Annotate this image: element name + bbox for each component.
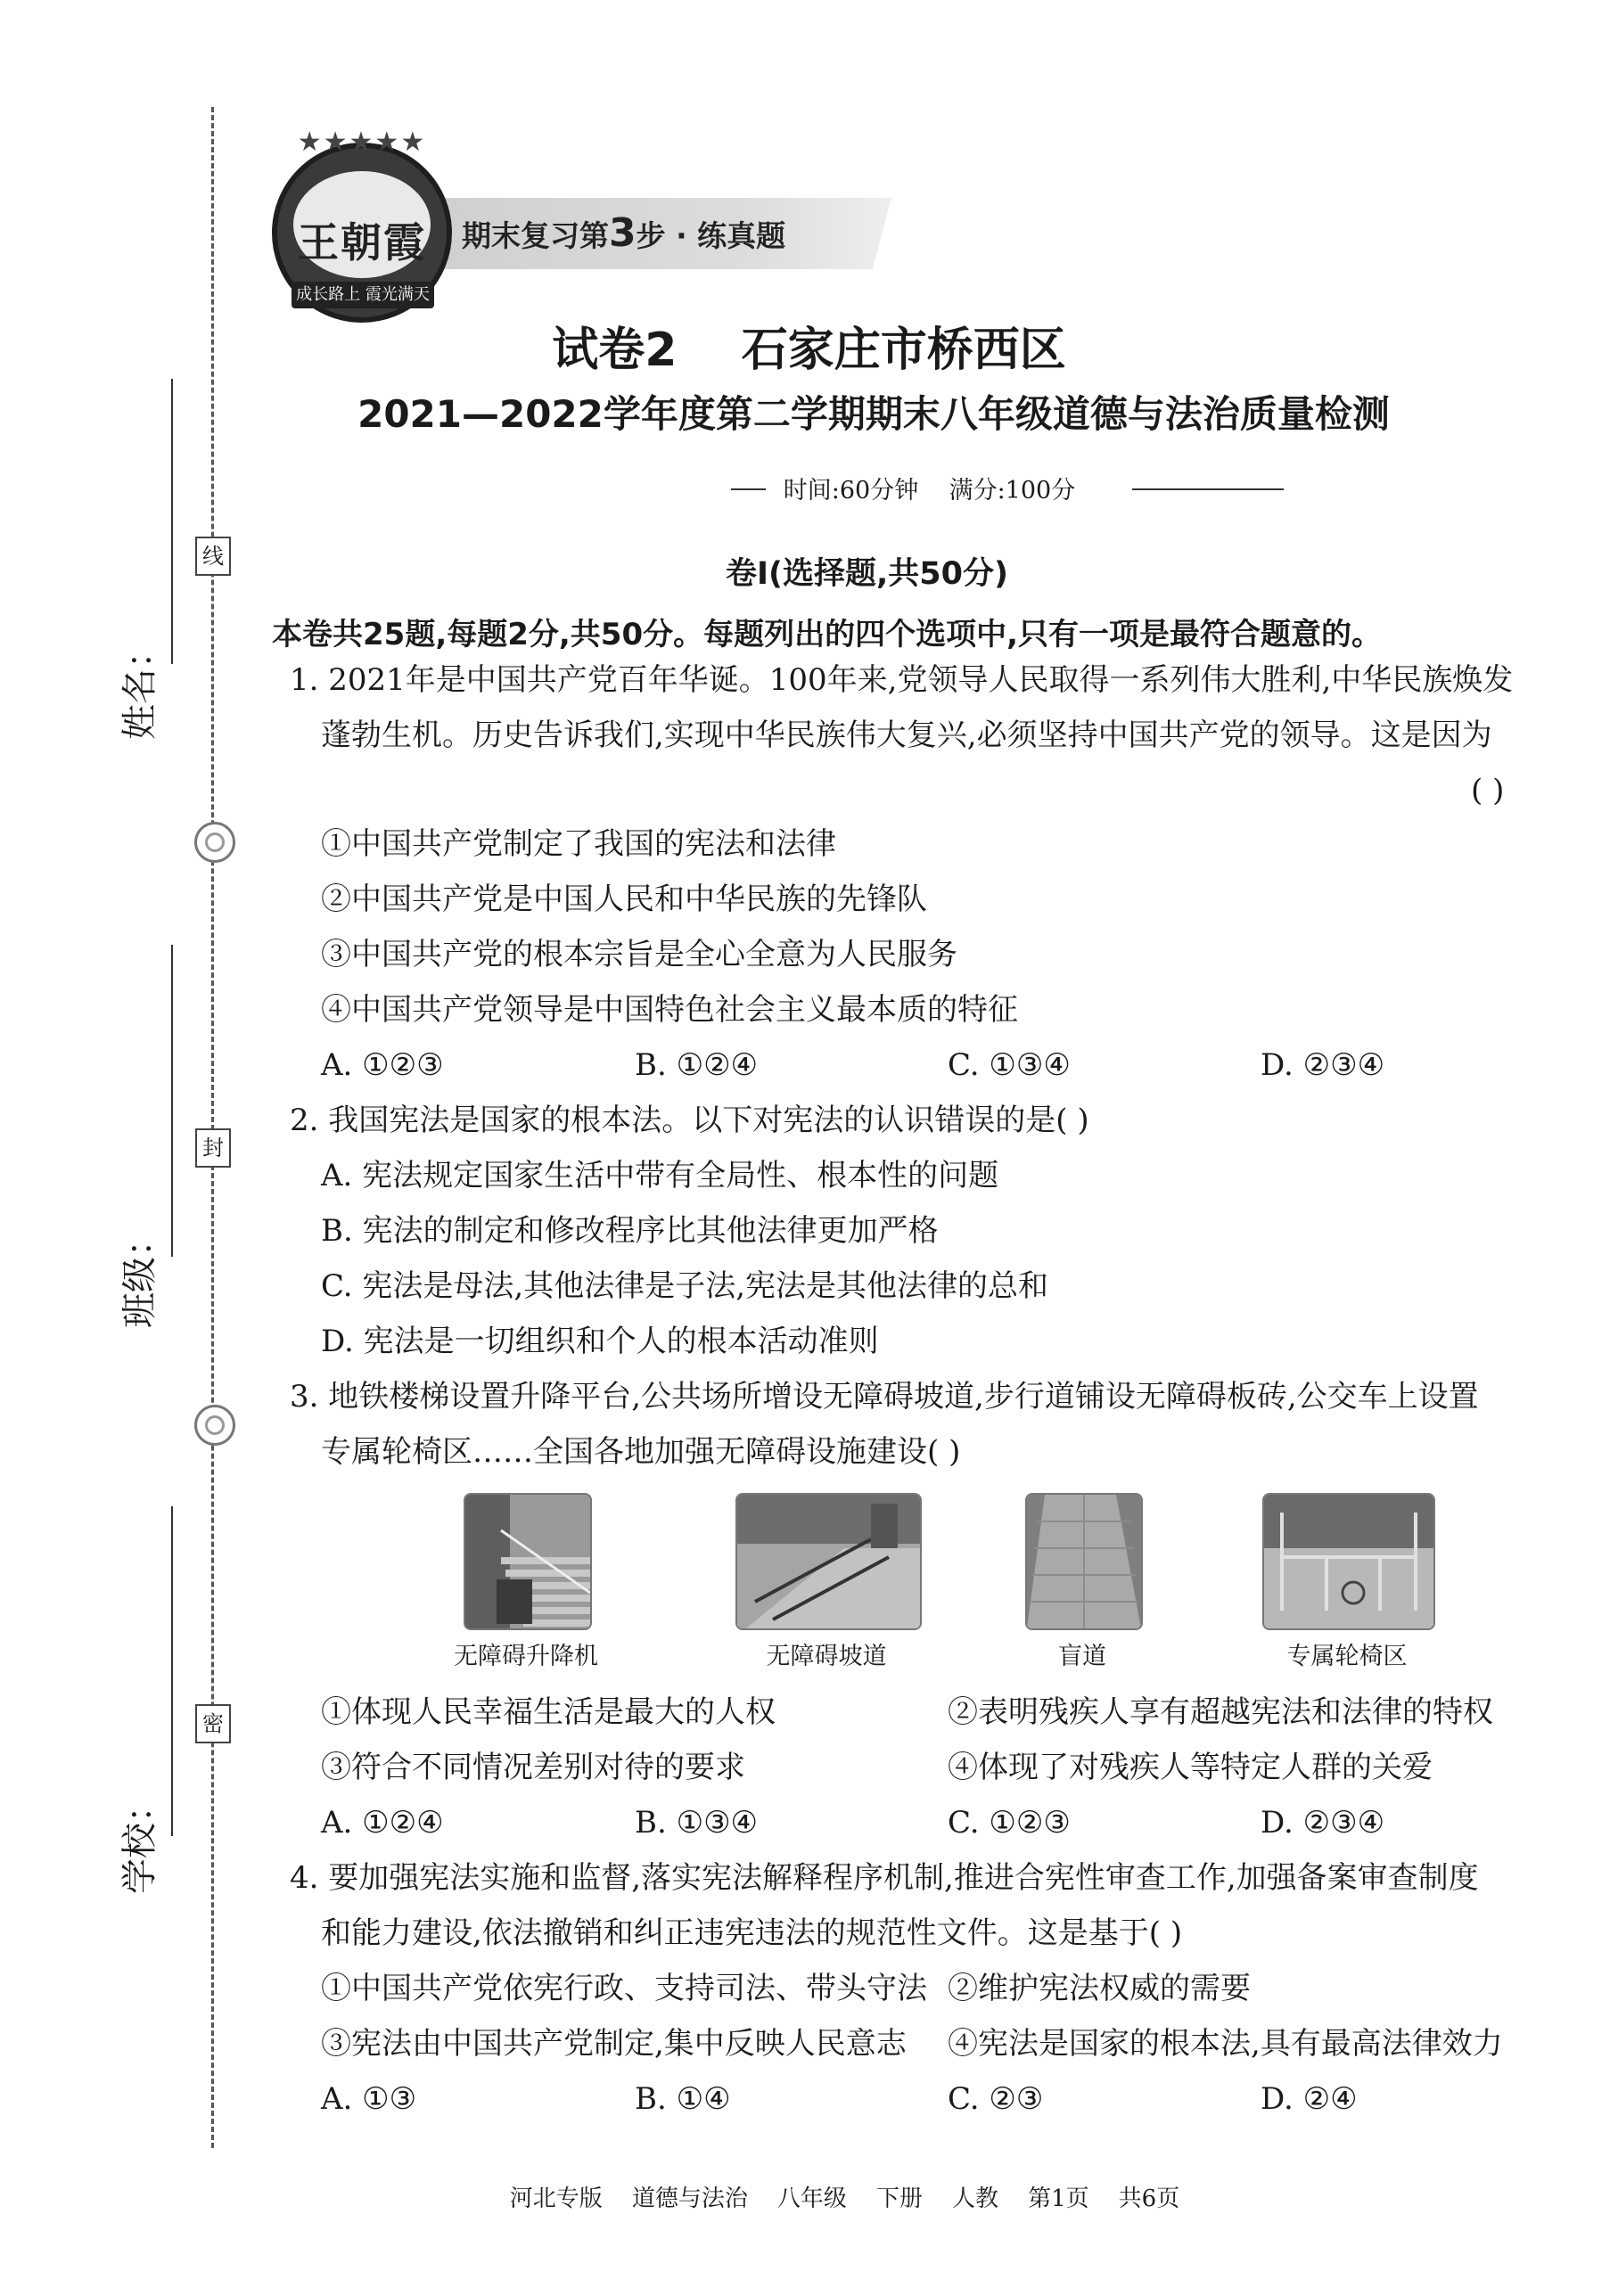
q3-statement-2: ②表明残疾人享有超越宪法和法律的特权 [948, 1694, 1493, 1730]
binding-ornament-icon [194, 1405, 235, 1446]
page-footer: 河北专版 道德与法治 八年级 下册 人教 第1页 共6页 [509, 2185, 1180, 2212]
q3-option-c[interactable]: C. ①②③ [948, 1805, 1071, 1841]
binding-ornament-icon [194, 822, 235, 863]
q3-statement-3: ③符合不同情况差别对待的要求 [321, 1750, 745, 1785]
school-field[interactable] [171, 1506, 173, 1836]
caption-tactile-paving: 盲道 [1058, 1643, 1106, 1670]
name-label: 姓名： [119, 633, 160, 740]
q3-option-a[interactable]: A. ①②④ [321, 1805, 444, 1841]
q4-statement-1: ①中国共产党依宪行政、支持司法、带头守法 [321, 1971, 927, 2006]
binding-mark-seal: 封 [195, 1128, 231, 1168]
section-instructions: 本卷共25题,每题2分,共50分。每题列出的四个选项中,只有一项是最符合题意的。 [272, 617, 1383, 652]
exam-title: 试卷2 石家庄市桥西区 [552, 324, 1066, 377]
q1-statement-1: ①中国共产党制定了我国的宪法和法律 [321, 826, 836, 862]
binding-mark-close: 密 [195, 1704, 231, 1743]
q4-option-a[interactable]: A. ①③ [321, 2081, 417, 2117]
q1-option-a[interactable]: A. ①②③ [321, 1047, 444, 1083]
brand-logo [272, 127, 452, 323]
photo-tactile-paving [1025, 1493, 1143, 1630]
q2-option-c[interactable]: C. 宪法是母法,其他法律是子法,宪法是其他法律的总和 [321, 1268, 1049, 1304]
q1-stem-line2: 蓬勃生机。历史告诉我们,实现中华民族伟大复兴,必须坚持中国共产党的领导。这是因为 [321, 718, 1492, 753]
q1-stem-line1: 1. 2021年是中国共产党百年华诞。100年来,党领导人民取得一系列伟大胜利,中华民族焕发 [290, 662, 1514, 698]
photo-accessible-ramp [735, 1493, 922, 1630]
q2-option-b[interactable]: B. 宪法的制定和修改程序比其他法律更加严格 [321, 1213, 939, 1249]
q4-stem-line2: 和能力建设,依法撤销和纠正违宪违法的规范性文件。这是基于( ) [321, 1915, 1183, 1951]
exam-subtitle: 2021—2022学年度第二学期期末八年级道德与法治质量检测 [357, 392, 1390, 436]
q1-option-b[interactable]: B. ①②④ [635, 1047, 759, 1083]
stars-icon: ★★★★★ [297, 127, 427, 158]
q2-option-d[interactable]: D. 宪法是一切组织和个人的根本活动准则 [321, 1324, 879, 1359]
photo-accessible-lift [464, 1493, 592, 1630]
step-title: 期末复习第3步 · 练真题 [462, 210, 786, 256]
binding-mark-line: 线 [195, 537, 231, 576]
q3-stem-line2: 专属轮椅区……全国各地加强无障碍设施建设( ) [321, 1434, 961, 1470]
brand-slogan: 成长路上 霞光满天 [292, 282, 434, 308]
q2-stem: 2. 我国宪法是国家的根本法。以下对宪法的认识错误的是( ) [290, 1103, 1089, 1138]
q4-option-c[interactable]: C. ②③ [948, 2081, 1044, 2117]
brand-name: 王朝霞 [298, 218, 426, 266]
q1-answer-bracket[interactable]: ( ) [1471, 773, 1505, 808]
caption-ramp: 无障碍坡道 [766, 1643, 887, 1670]
q4-statement-2: ②维护宪法权威的需要 [948, 1971, 1251, 2006]
q4-statement-3: ③宪法由中国共产党制定,集中反映人民意志 [321, 2026, 907, 2062]
caption-wheelchair-area: 专属轮椅区 [1286, 1643, 1408, 1670]
photo-wheelchair-area [1262, 1493, 1435, 1630]
q1-option-c[interactable]: C. ①③④ [948, 1047, 1071, 1083]
time-info: 时间:60分钟 满分:100分 [766, 477, 1093, 504]
q4-option-d[interactable]: D. ②④ [1261, 2081, 1358, 2117]
school-label: 学校： [119, 1787, 160, 1894]
q1-option-d[interactable]: D. ②③④ [1261, 1047, 1385, 1083]
q4-statement-4: ④宪法是国家的根本法,具有最高法律效力 [948, 2026, 1503, 2062]
q4-option-b[interactable]: B. ①④ [635, 2081, 731, 2117]
caption-lift: 无障碍升降机 [454, 1643, 598, 1670]
q3-stem-line1: 3. 地铁楼梯设置升降平台,公共场所增设无障碍坡道,步行道铺设无障碍板砖,公交车上设置 [290, 1379, 1479, 1414]
section-heading: 卷Ⅰ(选择题,共50分) [725, 556, 1009, 592]
q3-option-b[interactable]: B. ①③④ [635, 1805, 759, 1841]
class-label: 班级： [119, 1221, 160, 1328]
class-field[interactable] [171, 945, 173, 1257]
q3-statement-1: ①体现人民幸福生活是最大的人权 [321, 1694, 776, 1730]
q1-statement-3: ③中国共产党的根本宗旨是全心全意为人民服务 [321, 937, 957, 972]
q3-option-d[interactable]: D. ②③④ [1261, 1805, 1385, 1841]
q4-stem-line1: 4. 要加强宪法实施和监督,落实宪法解释程序机制,推进合宪性审查工作,加强备案审查制度 [290, 1860, 1479, 1896]
time-info-row [276, 471, 1582, 506]
q3-statement-4: ④体现了对残疾人等特定人群的关爱 [948, 1750, 1433, 1785]
q1-statement-2: ②中国共产党是中国人民和中华民族的先锋队 [321, 882, 927, 917]
q2-option-a[interactable]: A. 宪法规定国家生活中带有全局性、根本性的问题 [321, 1158, 999, 1193]
q1-statement-4: ④中国共产党领导是中国特色社会主义最本质的特征 [321, 992, 1018, 1028]
